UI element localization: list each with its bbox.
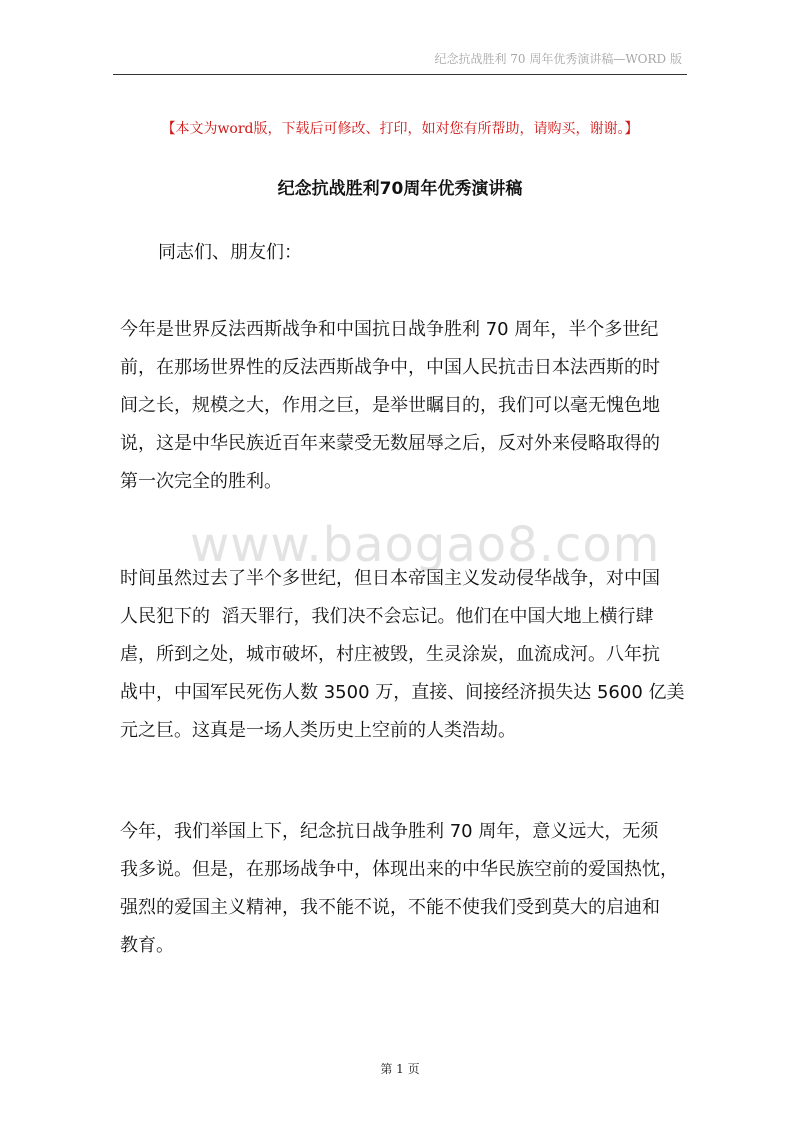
paragraph-line: 前，在那场世界性的反法西斯战争中，中国人民抗击日本法西斯的时 [120,357,660,378]
paragraph-line: 第一次完全的胜利。 [120,471,282,492]
paragraph-line: 战中，中国军民死伤人数 3500 万，直接、间接经济损失达 5600 亿美 [120,682,685,703]
paragraph-line: 间之长，规模之大，作用之巨，是举世瞩目的，我们可以毫无愧色地 [120,395,660,416]
paragraph-line: 说，这是中华民族近百年来蒙受无数屈辱之后，反对外来侵略取得的 [120,433,660,454]
paragraph-line: 人民犯下的 滔天罪行，我们决不会忘记。他们在中国大地上横行肆 [120,606,654,627]
salutation: 同志们、朋友们： [158,242,302,263]
header-divider [113,74,687,75]
paragraph-line: 强烈的爱国主义精神，我不能不说，不能不使我们受到莫大的启迪和 [120,897,660,918]
paragraph-2 [120,560,685,750]
paragraph-line: 今年，我们举国上下，纪念抗日战争胜利 70 周年，意义远大，无须 [120,821,659,842]
watermark: www.baogao8.com [190,517,661,573]
paragraph-1 [120,311,685,501]
running-header: 纪念抗战胜利 70 周年优秀演讲稿—WORD 版 [434,52,682,66]
paragraph-line: 虐，所到之处，城市破坏，村庄被毁，生灵涂炭，血流成河。八年抗 [120,644,660,665]
paragraph-line: 教育。 [120,935,174,956]
paragraph-line: 时间虽然过去了半个多世纪，但日本帝国主义发动侵华战争，对中国 [120,568,660,589]
paragraph-line: 我多说。但是，在那场战争中，体现出来的中华民族空前的爱国热忱， [120,859,678,880]
download-notice: 【本文为word版，下载后可修改、打印，如对您有所帮助，请购买，谢谢。】 [161,121,639,137]
page-number: 第 1 页 [380,1062,420,1076]
paragraph-line: 元之巨。这真是一场人类历史上空前的人类浩劫。 [120,720,516,741]
document-title: 纪念抗战胜利70周年优秀演讲稿 [277,179,523,199]
paragraph-line: 今年是世界反法西斯战争和中国抗日战争胜利 70 周年，半个多世纪 [120,319,659,340]
paragraph-3 [120,813,685,965]
